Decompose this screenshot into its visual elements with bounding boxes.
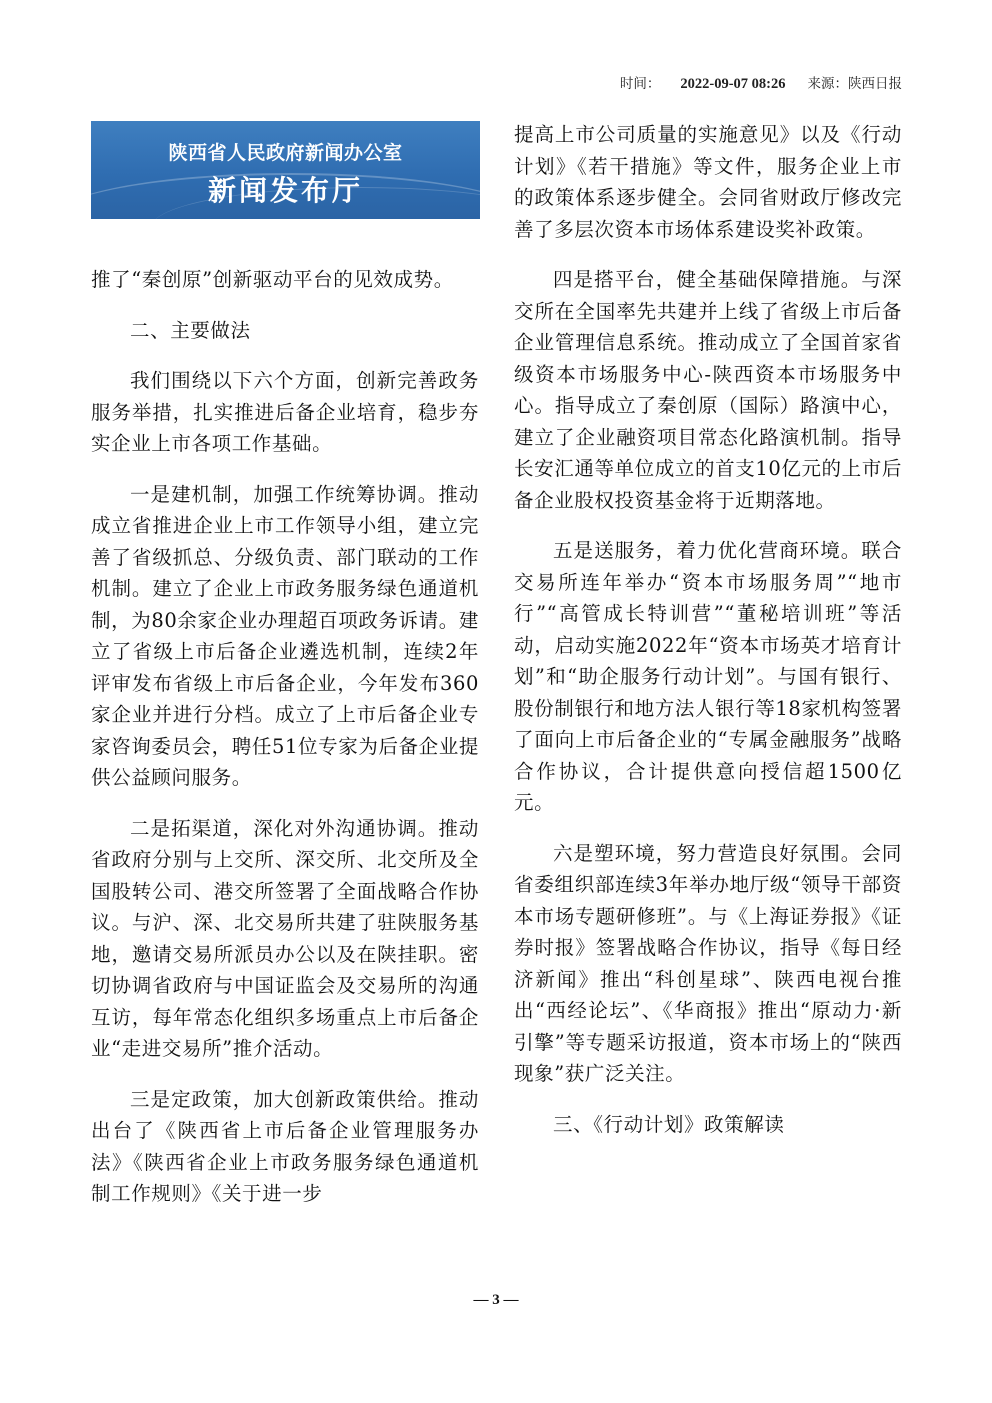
source-label: 来源：陕西日报 xyxy=(807,76,902,92)
section-heading: 二、主要做法 xyxy=(130,318,251,342)
paragraph: 一是建机制，加强工作统筹协调。推动成立省推进企业上市工作领导小组，建立完善了省级抓总、分级负责、部门联动的工作机制。建立了企业上市政务服务绿色通道机制，为80余家企业办理超百项政务诉请。建立了省级上市后备企业遴选机制，连续2年评审发布省级上市后备企业，今年发布360家企业并进行分档。成立了上市后备企业专家咨询委员会，聘任51位专家为后备企业提供公益顾问服务。 xyxy=(91,482,479,789)
article-meta xyxy=(620,72,902,93)
paragraph: 二是拓渠道，深化对外沟通协调。推动省政府分别与上交所、深交所、北交所及全国股转公司、港交所签署了全面战略合作协议。与沪、深、北交易所共建了驻陕服务基地，邀请交易所派员办公以及在陕挂职。密切协调省政府与中国证监会及交易所的沟通互访，每年常态化组织多场重点上市后备企业“走进交易所”推介活动。 xyxy=(91,816,479,1060)
paragraph: 四是搭平台，健全基础保障措施。与深交所在全国率先共建并上线了省级上市后备企业管理信息系统。推动成立了全国首家省级资本市场服务中心-陕西资本市场服务中心。指导成立了秦创原（国际）路演中心，建立了企业融资项目常态化路演机制。指导长安汇通等单位成立的首支10亿元的上市后备企业股权投资基金将于近期落地。 xyxy=(514,268,902,512)
right-column xyxy=(514,119,902,1159)
paragraph: 六是塑环境，努力营造良好氛围。会同省委组织部连续3年举办地厅级“领导干部资本市场专题研修班”。与《上海证券报》《证券时报》签署战略合作协议，指导《每日经济新闻》推出“科创星球”、陕西电视台推出“西经论坛”、《华商报》推出“原动力·新引擎”等专题采访报道，资本市场上的“陕西现象”获广泛关注。 xyxy=(514,841,902,1085)
time-label: 时间： xyxy=(619,76,661,92)
paragraph: 五是送服务，着力优化营商环境。联合交易所连年举办“资本市场服务周”“地市行”“高管成长特训营”“董秘培训班”等活动，启动实施2022年“资本市场英才培育计划”和“助企服务行动计划”。与国有银行、股份制银行和地方法人银行等18家机构签署了面向上市后备企业的“专属金融服务”战略合作协议，合计提供意向授信超1500亿元。 xyxy=(514,539,902,814)
banner-hall-name: 新闻发布厅 xyxy=(207,174,363,207)
paragraph: 提高上市公司质量的实施意见》以及《行动计划》《若干措施》等文件，服务企业上市的政策体系逐步健全。会同省财政厅修改完善了多层次资本市场体系建设奖补政策。 xyxy=(514,123,902,241)
paragraph: 推了“秦创原”创新驱动平台的见效成势。 xyxy=(91,268,454,291)
page-number: — 3 — xyxy=(473,1292,519,1308)
paragraph: 我们围绕以下六个方面，创新完善政务服务举措，扎实推进后备企业培育，稳步夯实企业上市各项工作基础。 xyxy=(91,369,479,455)
banner-office-name: 陕西省人民政府新闻办公室 xyxy=(168,142,403,164)
left-column xyxy=(91,264,479,1229)
timestamp: 2022-09-07 08:26 xyxy=(680,76,786,92)
press-hall-banner xyxy=(91,121,480,219)
paragraph: 三是定政策，加大创新政策供给。推动出台了《陕西省上市后备企业管理服务办法》《陕西省企业上市政务服务绿色通道机制工作规则》《关于进一步 xyxy=(91,1087,479,1205)
section-heading: 三、《行动计划》政策解读 xyxy=(553,1112,785,1136)
